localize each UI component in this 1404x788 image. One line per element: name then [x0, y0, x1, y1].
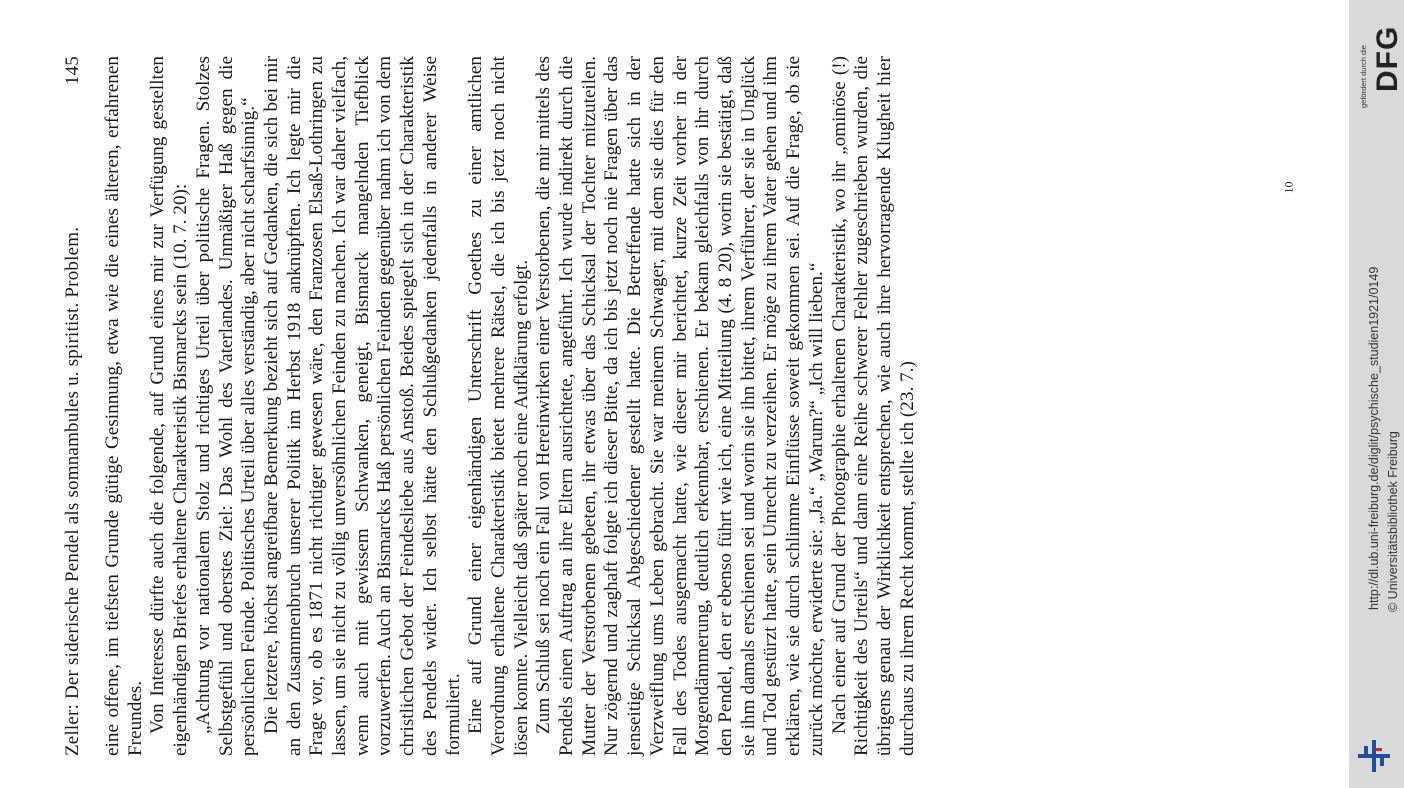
paragraph: Nach einer auf Grund der Photographie erhaltenen Charakteristik, wo ihr „ominöse (!) Richtigkeit des Urteils“ und dann eine Reihe schwerer Fehler zugeschrieben wurden, die übrigens genau der Wirklichkeit entsprechen, wie auch ihre hervorragende Klugheit hier durchaus zu ihrem Recht kommt, stellte ich (23. 7.) [828, 56, 918, 756]
paragraph: Von Interesse dürfte auch die folgende, auf Grund eines mir zur Verfügung gestellten eigenhändigen Briefes erhaltene Charakteristik Bismarcks sein (10. 7. 20): [147, 56, 192, 756]
rotated-book-page [0, 10, 1340, 770]
page-number: 145 [62, 56, 83, 86]
dfg-logo[interactable]: DFG [1371, 25, 1404, 92]
running-header [62, 56, 84, 756]
body-text [102, 56, 919, 756]
copyright-notice: © Universitätsbibliothek Freiburg [1386, 431, 1400, 612]
permalink-url[interactable]: http://dl.ub.uni-freiburg.de/diglit/psychische_studien1921/0149 [1367, 266, 1381, 610]
running-title: Zeller: Der siderische Pendel als somnambules u. spiritist. Problem. [62, 226, 83, 756]
paragraph: Zum Schluß sei noch ein Fall von Hereinwirken einer Verstorbenen, die mir mittels des Pendels einen Auftrag an ihre Eltern ausrichtete, angeführt. Ich wurde indirekt durch die Mutter der Verstorbenen gebeten, ihr etwas über das Schicksal der Tochter mitzuteilen. Nur zögernd und zaghaft folgte ich dieser Bitte, da ich bis jetzt noch nie Fragen über das jenseitige Schicksal Abgeschiedener gestellt hatte. Die Betreffende hatte sich in der Verzweiflung ums Leben gebracht. Sie war meinem Schwager, mit dem sie dies für den Fall des Todes ausgemacht hatte, wie dieser mir berichtet, kurze Zeit vorher in der Morgendämmerung, deutlich erkennbar, erschienen. Er bekam gleichfalls von ihr durch den Pendel, den er ebenso führt wie ich, eine Mitteilung (4. 8 20), worin sie bestätigt, daß sie ihm damals erschienen sei und worin sie ihn bittet, ihrem Verführer, der sie in Unglück und Tod gestürzt hatte, sein Unrecht zu verzeihen. Er möge zu ihrem Vater gehen und ihm erklären, wie sie durch schlimme Einflüsse soweit gekommen sei. Auf die Frage, ob sie zurück möchte, erwiderte sie: „Ja.“ „Warum?“ „Ich will lieben.“ [533, 56, 827, 756]
paragraph: eine offene, im tiefsten Grunde gütige Gesinnung, etwa wie die eines älteren, erfahrenen Freundes. [102, 56, 146, 756]
university-library-logo-icon[interactable] [1356, 738, 1392, 774]
dfg-caption: gefördert durch die [1359, 45, 1368, 108]
signature-mark: 10 [1281, 181, 1296, 194]
paragraph: „Achtung vor nationalem Stolz und richtiges Urteil über politische Fragen. Stolzes Selbstgefühl und oberstes Ziel: Das Wohl des Vaterlandes. Unmäßiger Haß gegen die persönlichen Feinde. Politisches Urteil über alles verständig, aber nicht scharfsinnig.“ [192, 56, 260, 756]
paragraph: Eine auf Grund einer eigenhändigen Unterschrift Goethes zu einer amtlichen Verordnung erhaltene Charakteristik bietet mehrere Rätsel, die ich bis jetzt noch nicht lösen konnte. Vielleicht daß später noch eine Aufklärung erfolgt. [465, 56, 532, 756]
page-content [62, 56, 919, 756]
paragraph: Die letztere, höchst angreifbare Bemerkung bezieht sich auf Gedanken, die sich bei mir an den Zusammenbruch unserer Politik im Herbst 1918 anknüpften. Ich legte mir die Frage vor, ob es 1871 nicht richtiger gewesen wäre, den Franzosen Elsaß-Lothringen zu lassen, um sie nicht zu völlig unversöhnlichen Feinden zu machen. Ich war daher vielfach, wenn auch mit gewissem Schwanken, geneigt, Bismarck mangelnden Tiefblick vorzuwerfen. Auch an Bismarcks Haß persönlichen Feinden gegenüber nahm ich von dem christlichen Gebot der Feindesliebe aus Anstoß. Beides spiegelt sich in der Charakteristik des Pendels wider. Ich selbst hätte den Schlußgedanken jedenfalls in anderer Weise formuliert. [260, 56, 464, 756]
